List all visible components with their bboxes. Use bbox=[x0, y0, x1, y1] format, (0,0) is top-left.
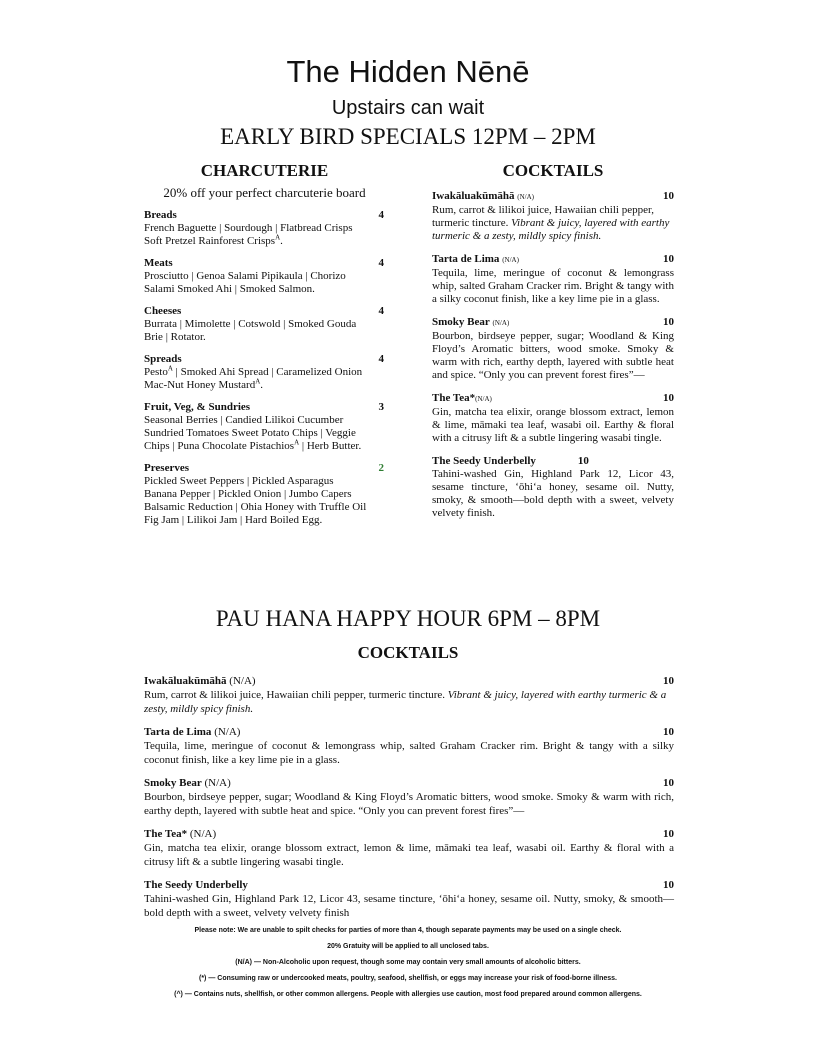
cocktail-price: 10 bbox=[577, 455, 589, 467]
section-price: 4 bbox=[378, 305, 384, 317]
section-line: Fig Jam | Lilikoi Jam | Hard Boiled Egg. bbox=[144, 514, 323, 526]
cocktail-description: Tequila, lime, meringue of coconut & lemongrass whip, salted Graham Cracker rim. Bright & tangy with a silky coconut finish, like a key lime pie in a glass. bbox=[432, 267, 674, 305]
section-line: Banana Pepper | Pickled Onion | Jumbo Capers bbox=[144, 488, 352, 500]
section-line: Balsamic Reduction | Ohia Honey with Truffle Oil bbox=[144, 501, 367, 513]
cocktail-description: Bourbon, birdseye pepper, sugar; Woodland & King Floyd’s Aromatic bitters, wood smoke. Smoky & warm with rich, earthy depth, layered with subtle heat and spice. “Only you can prevent forest fires”— bbox=[432, 330, 674, 381]
cocktail-name: Smoky Bear bbox=[432, 316, 490, 328]
footnote-gratuity: 20% Gratuity will be applied to all unclosed tabs. bbox=[327, 943, 489, 950]
cocktails-column bbox=[432, 190, 674, 530]
cocktail-name: Iwakāluakūmāhā bbox=[432, 190, 515, 202]
cocktail-tag: (N/A) bbox=[211, 726, 241, 738]
cocktail-price: 10 bbox=[663, 190, 674, 202]
cocktail-tag: (N/A) bbox=[517, 193, 535, 201]
cocktail-price: 10 bbox=[663, 777, 674, 789]
restaurant-title: The Hidden Nēnē bbox=[286, 54, 530, 89]
happy-hour-item bbox=[144, 878, 674, 920]
menu-section-fruit-veg bbox=[144, 401, 384, 453]
charcuterie-note: 20% off your perfect charcuterie board bbox=[163, 185, 366, 200]
menu-section-meats bbox=[144, 257, 384, 296]
menu-section-cheeses bbox=[144, 305, 384, 344]
cocktail-item bbox=[432, 190, 674, 243]
cocktail-price: 10 bbox=[663, 828, 674, 840]
footnotes bbox=[100, 926, 716, 1006]
cocktail-description: Tequila, lime, meringue of coconut & lemongrass whip, salted Graham Cracker rim. Bright & tangy with a silky coconut finish, like a key lime pie in a glass. bbox=[144, 740, 674, 766]
cocktail-price: 10 bbox=[663, 253, 674, 265]
cocktail-description: Gin, matcha tea elixir, orange blossom extract, lemon & lime, māmaki tea leaf, wasabi oil. Earthy & floral with a citrusy lift & a subtle lingering wasabi tingle. bbox=[144, 842, 674, 868]
menu-section-preserves bbox=[144, 462, 384, 527]
footnote-raw-food: (*) — Consuming raw or undercooked meats, poultry, seafood, shellfish, or eggs may increase your risk of food-borne illness. bbox=[198, 975, 617, 982]
cocktail-description: Bourbon, birdseye pepper, sugar; Woodland & King Floyd’s Aromatic bitters, wood smoke. Smoky & warm with rich, earthy depth, layered with subtle heat and spice. “Only you can prevent forest fires”— bbox=[144, 791, 674, 817]
cocktail-description: Tahini-washed Gin, Highland Park 12, Licor 43, sesame tincture, ‘ōhi‘a honey, sesame oil. Nutty, smoky, & smooth—bold depth with a sweet, velvety velvety finish. bbox=[432, 468, 674, 519]
cocktail-tag: (N/A) bbox=[492, 319, 510, 327]
happy-hour-item bbox=[144, 827, 674, 869]
early-bird-heading: EARLY BIRD SPECIALS 12PM – 2PM bbox=[220, 124, 596, 149]
section-name: Breads bbox=[144, 209, 177, 221]
charcuterie-heading: CHARCUTERIE bbox=[200, 161, 329, 180]
cocktail-name: Iwakāluakūmāhā bbox=[144, 675, 227, 687]
cocktail-name: The Seedy Underbelly bbox=[144, 879, 248, 891]
section-name: Cheeses bbox=[144, 305, 182, 317]
footnote-split-checks: Please note: We are unable to spilt checks for parties of more than 4, though separate payments may be used on a single check. bbox=[194, 927, 622, 934]
section-price: 4 bbox=[378, 353, 384, 365]
happy-hour-heading: PAU HANA HAPPY HOUR 6PM – 8PM bbox=[215, 606, 601, 631]
section-line: Chips | Puna Chocolate Pistachios$^A$ | Herb Butter. bbox=[144, 438, 362, 452]
cocktail-description: Rum, carrot & lilikoi juice, Hawaiian chili pepper, turmeric tincture. Vibrant & juicy, layered with earthy turmeric & a zesty, mildly spicy finish. bbox=[144, 689, 667, 715]
happy-hour-cocktails-heading: COCKTAILS bbox=[357, 643, 459, 662]
cocktail-tag: (N/A) bbox=[502, 256, 519, 264]
section-price: 3 bbox=[378, 401, 384, 413]
section-line: Soft Pretzel Rainforest Crisps$^A$. bbox=[144, 233, 283, 247]
cocktail-description: Gin, matcha tea elixir, orange blossom extract, lemon & lime, māmaki tea leaf, wasabi oil. Earthy & floral with a citrusy lift & a subtle lingering wasabi tingle. bbox=[432, 406, 674, 444]
footnote-allergens: (^) — Contains nuts, shellfish, or other common allergens. People with allergies use caution, most food prepared around common allergens. bbox=[174, 991, 642, 998]
footnote-non-alcoholic: (N/A) — Non-Alcoholic upon request, though some may contain very small amounts of alcoholic bitters. bbox=[235, 959, 581, 966]
menu-section-spreads bbox=[144, 353, 384, 392]
happy-hour-item bbox=[144, 725, 674, 767]
cocktail-name: Tarta de Lima bbox=[432, 253, 500, 265]
section-line: Sundried Tomatoes Sweet Potato Chips | Veggie bbox=[144, 427, 356, 439]
cocktail-name: The Seedy Underbelly bbox=[432, 455, 536, 467]
cocktail-tag: (N/A) bbox=[475, 395, 492, 403]
cocktail-item bbox=[432, 392, 674, 445]
cocktail-tag: (N/A) bbox=[226, 675, 256, 687]
section-name: Fruit, Veg, & Sundries bbox=[144, 401, 251, 413]
section-name: Meats bbox=[144, 257, 173, 269]
restaurant-subtitle: Upstairs can wait bbox=[331, 97, 485, 119]
section-price: 2 bbox=[378, 462, 384, 474]
section-line: French Baguette | Sourdough | Flatbread Crisps bbox=[144, 222, 353, 234]
cocktail-name: The Tea* bbox=[144, 828, 188, 840]
section-line: Seasonal Berries | Candied Lilikoi Cucumber bbox=[144, 414, 344, 426]
cocktail-item bbox=[432, 316, 674, 382]
happy-hour-item bbox=[144, 776, 674, 818]
section-line: Pickled Sweet Peppers | Pickled Asparagus bbox=[144, 475, 334, 487]
section-line: Burrata | Mimolette | Cotswold | Smoked Gouda bbox=[144, 318, 357, 330]
cocktail-price: 10 bbox=[663, 726, 674, 738]
cocktail-description: Rum, carrot & lilikoi juice, Hawaiian chili pepper, turmeric tincture. Vibrant & juicy, layered with earthy turmeric & a zesty, mildly spicy finish. bbox=[432, 204, 670, 242]
section-line: Salami Smoked Ahi | Smoked Salmon. bbox=[144, 283, 315, 295]
section-line: Prosciutto | Genoa Salami Pipikaula | Chorizo bbox=[144, 270, 346, 282]
cocktails-heading: COCKTAILS bbox=[502, 161, 604, 180]
section-line: Brie | Rotator. bbox=[144, 331, 206, 343]
section-price: 4 bbox=[378, 209, 384, 221]
section-price: 4 bbox=[378, 257, 384, 269]
section-name: Preserves bbox=[144, 462, 189, 474]
cocktail-price: 10 bbox=[663, 675, 674, 687]
section-name: Spreads bbox=[144, 353, 182, 365]
section-line: Pesto$^A$ | Smoked Ahi Spread | Caramelized Onion bbox=[144, 364, 363, 378]
cocktail-tag: (N/A) bbox=[201, 777, 231, 789]
menu-section-breads bbox=[144, 209, 384, 248]
happy-hour-list bbox=[144, 674, 674, 929]
cocktail-price: 10 bbox=[663, 392, 674, 404]
happy-hour-item bbox=[144, 674, 674, 716]
section-line: Mac-Nut Honey Mustard$^A$. bbox=[144, 377, 264, 391]
cocktail-name: Tarta de Lima bbox=[144, 726, 212, 738]
charcuterie-column bbox=[144, 209, 384, 536]
cocktail-name: The Tea* bbox=[432, 392, 476, 404]
cocktail-tag: (N/A) bbox=[187, 828, 217, 840]
cocktail-price: 10 bbox=[663, 879, 674, 891]
cocktail-item bbox=[432, 455, 674, 520]
cocktail-description: Tahini-washed Gin, Highland Park 12, Licor 43, sesame tincture, ‘ōhi‘a honey, sesame oil. Nutty, smoky, & smooth—bold depth with a sweet, velvety velvety finish bbox=[144, 893, 674, 919]
cocktail-item bbox=[432, 253, 674, 306]
cocktail-price: 10 bbox=[663, 316, 674, 328]
cocktail-name: Smoky Bear bbox=[144, 777, 202, 789]
